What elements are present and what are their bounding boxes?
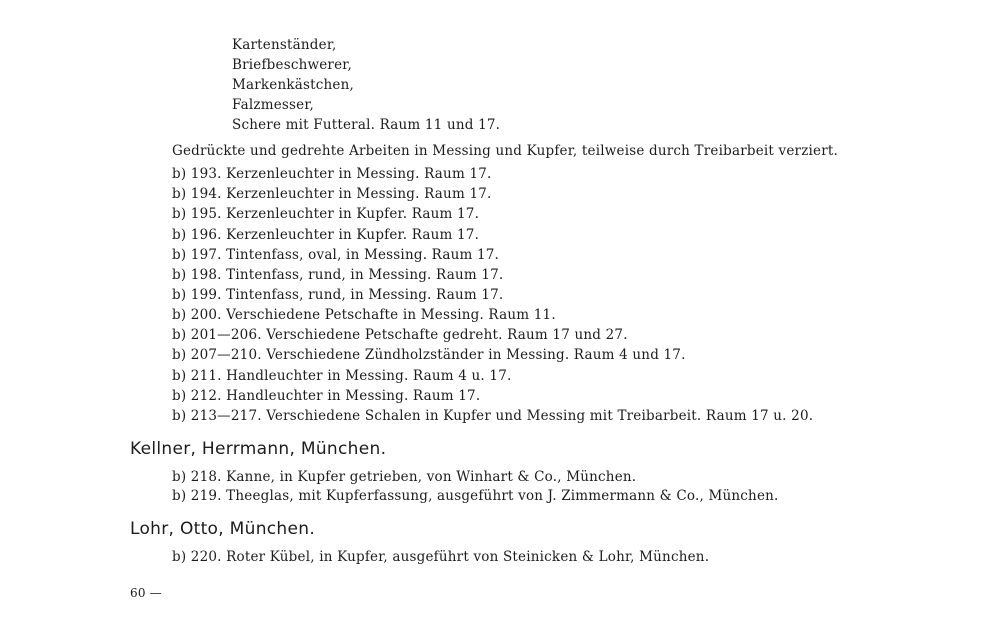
catalog-entry: b) 211. Handleuchter in Messing. Raum 4 u. 17. xyxy=(172,368,512,384)
page-number: 60 — xyxy=(130,586,162,600)
list-item: Schere mit Futteral. Raum 11 und 17. xyxy=(232,117,501,133)
catalog-entry: b) 195. Kerzenleuchter in Kupfer. Raum 17. xyxy=(172,206,480,222)
catalog-entry: b) 220. Roter Kübel, in Kupfer, ausgeführt von Steinicken & Lohr, München. xyxy=(172,549,710,565)
section-note: Gedrückte und gedrehte Arbeiten in Messing und Kupfer, teilweise durch Treibarbeit verziert. xyxy=(172,143,838,159)
catalog-entry: b) 218. Kanne, in Kupfer getrieben, von Winhart & Co., München. xyxy=(172,469,637,485)
catalog-entry: b) 219. Theeglas, mit Kupferfassung, ausgeführt von J. Zimmermann & Co., München. xyxy=(172,488,779,504)
list-item: Markenkästchen, xyxy=(232,77,355,93)
catalog-entry: b) 197. Tintenfass, oval, in Messing. Raum 17. xyxy=(172,247,500,263)
list-item: Briefbeschwerer, xyxy=(232,57,352,73)
catalog-entry: b) 198. Tintenfass, rund, in Messing. Raum 17. xyxy=(172,267,504,283)
catalog-entry: b) 199. Tintenfass, rund, in Messing. Raum 17. xyxy=(172,287,504,303)
catalog-entry: b) 200. Verschiedene Petschafte in Messing. Raum 11. xyxy=(172,307,556,323)
catalog-entry: b) 213—217. Verschiedene Schalen in Kupfer und Messing mit Treibarbeit. Raum 17 u. 20. xyxy=(172,408,814,424)
catalog-entry: b) 201—206. Verschiedene Petschafte gedreht. Raum 17 und 27. xyxy=(172,327,628,343)
catalog-entry: b) 212. Handleuchter in Messing. Raum 17. xyxy=(172,388,481,404)
list-item: Kartenständer, xyxy=(232,37,337,53)
catalog-entry: b) 194. Kerzenleuchter in Messing. Raum 17. xyxy=(172,186,492,202)
catalog-entry: b) 196. Kerzenleuchter in Kupfer. Raum 17. xyxy=(172,227,480,243)
list-item: Falzmesser, xyxy=(232,97,315,113)
catalog-entry: b) 193. Kerzenleuchter in Messing. Raum 17. xyxy=(172,166,492,182)
exhibitor-heading: Kellner, Herrmann, München. xyxy=(130,439,387,459)
exhibitor-heading: Lohr, Otto, München. xyxy=(130,519,316,539)
catalog-entry: b) 207—210. Verschiedene Zündholzständer in Messing. Raum 4 und 17. xyxy=(172,347,686,363)
